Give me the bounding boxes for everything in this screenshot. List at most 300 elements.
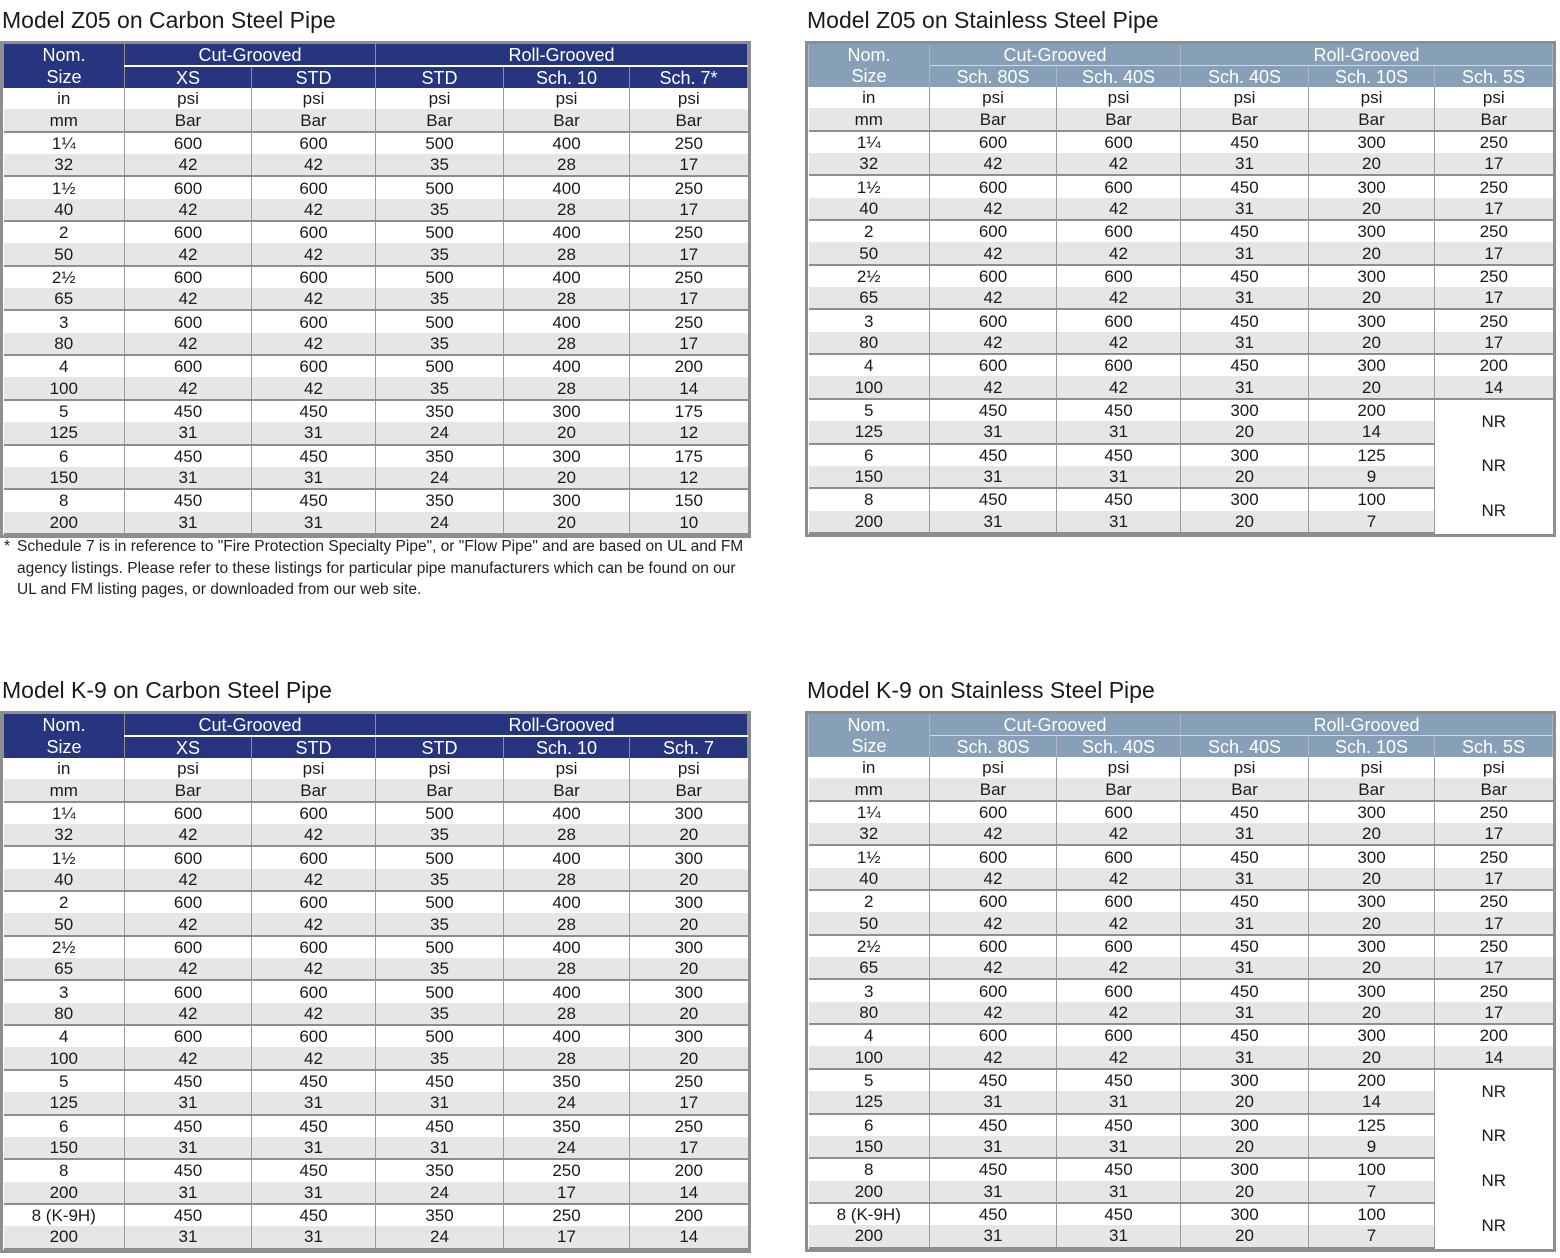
table-row-bar <box>4 1003 748 1025</box>
bar-value: 7 <box>1309 511 1435 533</box>
header-size: Size <box>809 66 930 88</box>
nominal-size-in: 5 <box>809 399 930 421</box>
unit-cell: Bar <box>252 779 376 801</box>
psi-value: 450 <box>1181 1024 1309 1046</box>
unit-cell: Bar <box>125 779 252 801</box>
table-block-z05-stainless <box>805 6 1556 542</box>
psi-value: 250 <box>630 176 748 198</box>
table-block-k9-carbon <box>0 676 751 1258</box>
header-row-schedules <box>809 736 1553 758</box>
nominal-size-mm: 65 <box>4 958 125 980</box>
psi-value: 200 <box>630 1204 748 1226</box>
bar-value: 31 <box>1181 198 1309 220</box>
bar-value: 31 <box>1057 1225 1181 1247</box>
bar-value: 28 <box>504 333 630 355</box>
table-row-bar <box>4 154 748 176</box>
header-row-groups <box>4 44 748 66</box>
table-row-bar <box>4 1226 748 1248</box>
psi-value: 450 <box>1181 265 1309 287</box>
psi-value: 500 <box>376 980 504 1002</box>
psi-value: 450 <box>1181 979 1309 1001</box>
psi-value: 600 <box>930 265 1057 287</box>
psi-value: 250 <box>1435 175 1553 197</box>
table-row-psi <box>809 935 1553 957</box>
psi-value: 600 <box>252 266 376 288</box>
psi-value: 450 <box>1181 131 1309 153</box>
nominal-size-in: 1½ <box>809 845 930 867</box>
header-row-schedules <box>4 736 748 758</box>
nominal-size-in: 3 <box>4 310 125 332</box>
table-title: Model Z05 on Carbon Steel Pipe <box>2 7 336 33</box>
unit-cell: psi <box>252 758 376 779</box>
not-rated-cell: NR <box>1435 1114 1553 1159</box>
bar-value: 31 <box>376 1137 504 1159</box>
psi-value: 300 <box>504 400 630 422</box>
bar-value: 17 <box>1435 912 1553 934</box>
psi-value: 350 <box>376 400 504 422</box>
bar-value: 20 <box>1309 823 1435 845</box>
nominal-size-in: 6 <box>809 444 930 466</box>
bar-value: 14 <box>630 1226 748 1248</box>
nominal-size-in: 8 <box>4 489 125 511</box>
psi-value: 250 <box>630 310 748 332</box>
header-schedule: XS <box>125 736 252 758</box>
unit-row <box>809 757 1553 778</box>
psi-value: 350 <box>504 1070 630 1092</box>
unit-cell: psi <box>930 87 1057 108</box>
psi-value: 100 <box>1309 488 1435 510</box>
psi-value: 600 <box>125 132 252 154</box>
bar-value: 42 <box>930 198 1057 220</box>
header-size: Size <box>809 736 930 758</box>
bar-value: 31 <box>252 1182 376 1204</box>
header-nominal-size: Nom. <box>809 44 930 66</box>
table-row-bar <box>4 824 748 846</box>
table-row-psi <box>4 355 748 377</box>
table-row-bar <box>4 1182 748 1204</box>
bar-value: 35 <box>376 377 504 399</box>
not-rated-cell: NR <box>1435 1203 1553 1248</box>
pressure-rating-table <box>808 44 1553 534</box>
psi-value: 450 <box>1181 309 1309 331</box>
psi-value: 450 <box>1057 444 1181 466</box>
nominal-size-in: 2 <box>809 220 930 242</box>
nominal-size-in: 1¼ <box>809 131 930 153</box>
bar-value: 28 <box>504 1003 630 1025</box>
bar-value: 17 <box>1435 332 1553 354</box>
bar-value: 20 <box>504 422 630 444</box>
psi-value: 175 <box>630 400 748 422</box>
bar-value: 20 <box>1181 1136 1309 1158</box>
psi-value: 300 <box>1309 175 1435 197</box>
bar-value: 42 <box>125 869 252 891</box>
table-row-bar <box>809 957 1553 979</box>
unit-cell: psi <box>504 88 630 109</box>
bar-value: 42 <box>1057 868 1181 890</box>
unit-cell: Bar <box>630 109 748 131</box>
psi-value: 600 <box>125 355 252 377</box>
unit-cell: psi <box>1057 87 1181 108</box>
psi-value: 200 <box>1309 1069 1435 1091</box>
psi-value: 300 <box>1309 890 1435 912</box>
psi-value: 450 <box>930 1203 1057 1225</box>
unit-cell: psi <box>125 88 252 109</box>
bar-value: 35 <box>376 1047 504 1069</box>
psi-value: 600 <box>252 846 376 868</box>
bar-value: 42 <box>125 154 252 176</box>
nominal-size-in: 2½ <box>4 266 125 288</box>
psi-value: 600 <box>1057 131 1181 153</box>
nominal-size-mm: 125 <box>4 1092 125 1114</box>
psi-value: 500 <box>376 132 504 154</box>
bar-value: 31 <box>930 421 1057 443</box>
nominal-size-mm: 125 <box>809 421 930 443</box>
nominal-size-in: 1¼ <box>809 801 930 823</box>
psi-value: 500 <box>376 266 504 288</box>
bar-value: 20 <box>1181 511 1309 533</box>
bar-value: 17 <box>1435 198 1553 220</box>
nominal-size-in: 6 <box>4 1115 125 1137</box>
unit-label: mm <box>4 109 125 131</box>
psi-value: 450 <box>1181 175 1309 197</box>
bar-value: 31 <box>930 1136 1057 1158</box>
unit-cell: psi <box>1309 757 1435 778</box>
table-row-bar <box>4 869 748 891</box>
table-row-psi <box>809 1069 1553 1091</box>
bar-value: 31 <box>125 422 252 444</box>
psi-value: 300 <box>1309 354 1435 376</box>
bar-value: 31 <box>125 1137 252 1159</box>
header-group-cut-grooved: Cut-Grooved <box>930 44 1181 66</box>
bar-value: 17 <box>630 288 748 310</box>
nominal-size-in: 5 <box>4 1070 125 1092</box>
nominal-size-mm: 32 <box>4 154 125 176</box>
unit-label: mm <box>809 108 930 130</box>
table-row-psi <box>4 400 748 422</box>
unit-row <box>809 108 1553 130</box>
bar-value: 31 <box>930 1225 1057 1247</box>
unit-row <box>809 87 1553 108</box>
header-schedule: STD <box>376 736 504 758</box>
psi-value: 600 <box>125 846 252 868</box>
bar-value: 20 <box>630 1003 748 1025</box>
bar-value: 42 <box>1057 287 1181 309</box>
header-schedule: STD <box>376 66 504 88</box>
bar-value: 42 <box>930 868 1057 890</box>
bar-value: 17 <box>1435 957 1553 979</box>
bar-value: 31 <box>1057 511 1181 533</box>
psi-value: 400 <box>504 802 630 824</box>
bar-value: 42 <box>125 913 252 935</box>
psi-value: 500 <box>376 176 504 198</box>
table-title: Model K-9 on Stainless Steel Pipe <box>807 677 1155 703</box>
psi-value: 600 <box>930 220 1057 242</box>
bar-value: 35 <box>376 333 504 355</box>
nominal-size-mm: 32 <box>4 824 125 846</box>
bar-value: 31 <box>1057 421 1181 443</box>
bar-value: 24 <box>504 1137 630 1159</box>
bar-value: 28 <box>504 869 630 891</box>
bar-value: 17 <box>1435 868 1553 890</box>
bar-value: 17 <box>1435 1002 1553 1024</box>
bar-value: 42 <box>125 958 252 980</box>
bar-value: 31 <box>125 1182 252 1204</box>
nominal-size-mm: 40 <box>809 198 930 220</box>
psi-value: 600 <box>252 980 376 1002</box>
psi-value: 300 <box>1181 1203 1309 1225</box>
psi-value: 450 <box>930 1158 1057 1180</box>
psi-value: 450 <box>930 488 1057 510</box>
bar-value: 31 <box>1181 823 1309 845</box>
pressure-rating-table <box>3 44 748 535</box>
header-schedule: Sch. 10 <box>504 736 630 758</box>
unit-label: in <box>809 757 930 778</box>
psi-value: 200 <box>630 1159 748 1181</box>
unit-label: in <box>809 87 930 108</box>
table-row-psi <box>4 266 748 288</box>
psi-value: 450 <box>1057 1203 1181 1225</box>
psi-value: 350 <box>376 1204 504 1226</box>
nominal-size-mm: 50 <box>809 912 930 934</box>
psi-value: 400 <box>504 846 630 868</box>
bar-value: 28 <box>504 1047 630 1069</box>
bar-value: 31 <box>125 512 252 534</box>
unit-cell: psi <box>1181 757 1309 778</box>
table-row-psi <box>809 1024 1553 1046</box>
table-block-k9-stainless <box>805 676 1556 1257</box>
table-row-psi <box>4 980 748 1002</box>
psi-value: 450 <box>376 1070 504 1092</box>
psi-value: 500 <box>376 355 504 377</box>
header-schedule: Sch. 80S <box>930 66 1057 88</box>
psi-value: 450 <box>125 1159 252 1181</box>
bar-value: 42 <box>252 1003 376 1025</box>
nominal-size-mm: 150 <box>809 1136 930 1158</box>
psi-value: 450 <box>1057 488 1181 510</box>
nominal-size-in: 2 <box>809 890 930 912</box>
bar-value: 17 <box>630 1092 748 1114</box>
bar-value: 31 <box>1057 1091 1181 1113</box>
table-row-psi <box>809 1114 1553 1136</box>
bar-value: 42 <box>125 333 252 355</box>
unit-cell: psi <box>376 758 504 779</box>
table-row-psi <box>809 1158 1553 1180</box>
nominal-size-mm: 80 <box>4 333 125 355</box>
header-row-schedules <box>4 66 748 88</box>
bar-value: 28 <box>504 913 630 935</box>
bar-value: 20 <box>504 467 630 489</box>
psi-value: 250 <box>630 132 748 154</box>
nominal-size-mm: 100 <box>809 1046 930 1068</box>
bar-value: 42 <box>1057 242 1181 264</box>
bar-value: 31 <box>1057 1181 1181 1203</box>
psi-value: 450 <box>252 1204 376 1226</box>
bar-value: 42 <box>125 1003 252 1025</box>
bar-value: 10 <box>630 512 748 534</box>
bar-value: 20 <box>630 958 748 980</box>
bar-value: 14 <box>1435 376 1553 398</box>
nominal-size-mm: 200 <box>809 511 930 533</box>
table-row-psi <box>809 1203 1553 1225</box>
psi-value: 600 <box>252 355 376 377</box>
bar-value: 42 <box>125 199 252 221</box>
table-row-bar <box>4 512 748 534</box>
unit-cell: Bar <box>1057 778 1181 800</box>
bar-value: 17 <box>630 243 748 265</box>
psi-value: 400 <box>504 176 630 198</box>
unit-cell: psi <box>630 88 748 109</box>
nominal-size-in: 5 <box>4 400 125 422</box>
bar-value: 42 <box>252 243 376 265</box>
nominal-size-in: 3 <box>809 979 930 1001</box>
psi-value: 600 <box>930 845 1057 867</box>
nominal-size-mm: 80 <box>809 1002 930 1024</box>
bar-value: 28 <box>504 958 630 980</box>
nominal-size-mm: 80 <box>809 332 930 354</box>
psi-value: 300 <box>1181 444 1309 466</box>
psi-value: 250 <box>630 1070 748 1092</box>
unit-label: mm <box>809 778 930 800</box>
psi-value: 400 <box>504 132 630 154</box>
unit-cell: Bar <box>1309 108 1435 130</box>
nominal-size-in: 2 <box>4 891 125 913</box>
bar-value: 12 <box>630 467 748 489</box>
table-row-bar <box>4 958 748 980</box>
psi-value: 350 <box>376 445 504 467</box>
bar-value: 42 <box>252 288 376 310</box>
unit-cell: psi <box>125 758 252 779</box>
psi-value: 600 <box>1057 265 1181 287</box>
nominal-size-in: 5 <box>809 1069 930 1091</box>
psi-value: 250 <box>630 221 748 243</box>
table-block-z05-carbon <box>0 6 751 543</box>
psi-value: 600 <box>930 935 1057 957</box>
bar-value: 42 <box>1057 332 1181 354</box>
nominal-size-mm: 32 <box>809 153 930 175</box>
psi-value: 450 <box>1181 935 1309 957</box>
bar-value: 31 <box>125 1226 252 1248</box>
bar-value: 31 <box>1057 466 1181 488</box>
bar-value: 31 <box>1181 912 1309 934</box>
nominal-size-mm: 125 <box>4 422 125 444</box>
psi-value: 300 <box>630 1025 748 1047</box>
bar-value: 35 <box>376 869 504 891</box>
bar-value: 42 <box>1057 1002 1181 1024</box>
unit-cell: Bar <box>252 109 376 131</box>
table-frame <box>805 41 1556 537</box>
table-row-psi <box>4 489 748 511</box>
nominal-size-in: 4 <box>809 1024 930 1046</box>
psi-value: 600 <box>930 175 1057 197</box>
psi-value: 450 <box>125 1204 252 1226</box>
bar-value: 42 <box>930 153 1057 175</box>
bar-value: 20 <box>630 824 748 846</box>
psi-value: 200 <box>1435 354 1553 376</box>
bar-value: 14 <box>1309 1091 1435 1113</box>
unit-cell: Bar <box>125 109 252 131</box>
unit-cell: Bar <box>1181 108 1309 130</box>
header-group-cut-grooved: Cut-Grooved <box>930 714 1181 736</box>
nominal-size-mm: 50 <box>4 243 125 265</box>
table-title: Model K-9 on Carbon Steel Pipe <box>2 677 332 703</box>
nominal-size-in: 8 (K-9H) <box>809 1203 930 1225</box>
bar-value: 31 <box>125 1092 252 1114</box>
bar-value: 20 <box>1309 332 1435 354</box>
bar-value: 42 <box>1057 198 1181 220</box>
bar-value: 20 <box>1181 1091 1309 1113</box>
nominal-size-mm: 40 <box>4 869 125 891</box>
psi-value: 400 <box>504 891 630 913</box>
table-row-psi <box>809 131 1553 153</box>
psi-value: 600 <box>252 891 376 913</box>
bar-value: 31 <box>252 422 376 444</box>
header-nominal-size: Nom. <box>4 714 125 736</box>
bar-value: 42 <box>252 913 376 935</box>
psi-value: 175 <box>630 445 748 467</box>
psi-value: 300 <box>1181 488 1309 510</box>
psi-value: 300 <box>1181 1114 1309 1136</box>
bar-value: 31 <box>1181 1002 1309 1024</box>
psi-value: 450 <box>125 445 252 467</box>
nominal-size-in: 1½ <box>4 846 125 868</box>
nominal-size-in: 4 <box>809 354 930 376</box>
header-schedule: Sch. 40S <box>1057 66 1181 88</box>
unit-cell: Bar <box>504 779 630 801</box>
psi-value: 450 <box>1181 890 1309 912</box>
header-schedule: Sch. 10 <box>504 66 630 88</box>
table-row-bar <box>4 913 748 935</box>
nominal-size-mm: 80 <box>4 1003 125 1025</box>
psi-value: 300 <box>1309 1024 1435 1046</box>
bar-value: 24 <box>376 422 504 444</box>
psi-value: 450 <box>376 1115 504 1137</box>
nominal-size-in: 3 <box>809 309 930 331</box>
header-group-roll-grooved: Roll-Grooved <box>376 714 748 736</box>
nominal-size-mm: 50 <box>809 242 930 264</box>
table-row-psi <box>809 488 1553 510</box>
psi-value: 600 <box>125 802 252 824</box>
psi-value: 300 <box>504 445 630 467</box>
header-group-cut-grooved: Cut-Grooved <box>125 44 376 66</box>
table-row-psi <box>809 354 1553 376</box>
bar-value: 28 <box>504 288 630 310</box>
unit-cell: psi <box>1181 87 1309 108</box>
table-row-psi <box>4 1070 748 1092</box>
psi-value: 600 <box>125 176 252 198</box>
psi-value: 450 <box>125 400 252 422</box>
header-nominal-size: Nom. <box>4 44 125 66</box>
psi-value: 600 <box>1057 845 1181 867</box>
table-row-psi <box>809 890 1553 912</box>
psi-value: 600 <box>1057 309 1181 331</box>
psi-value: 200 <box>1435 1024 1553 1046</box>
table-row-psi <box>4 936 748 958</box>
header-schedule: Sch. 7 <box>630 736 748 758</box>
nominal-size-in: 1½ <box>4 176 125 198</box>
bar-value: 20 <box>1309 1002 1435 1024</box>
psi-value: 450 <box>1181 354 1309 376</box>
table-row-bar <box>4 243 748 265</box>
nominal-size-mm: 50 <box>4 913 125 935</box>
nominal-size-in: 2 <box>4 221 125 243</box>
bar-value: 31 <box>1181 957 1309 979</box>
table-frame <box>0 711 751 1253</box>
nominal-size-in: 2½ <box>809 265 930 287</box>
nominal-size-in: 8 (K-9H) <box>4 1204 125 1226</box>
psi-value: 250 <box>1435 131 1553 153</box>
nominal-size-in: 8 <box>809 1158 930 1180</box>
psi-value: 600 <box>252 310 376 332</box>
